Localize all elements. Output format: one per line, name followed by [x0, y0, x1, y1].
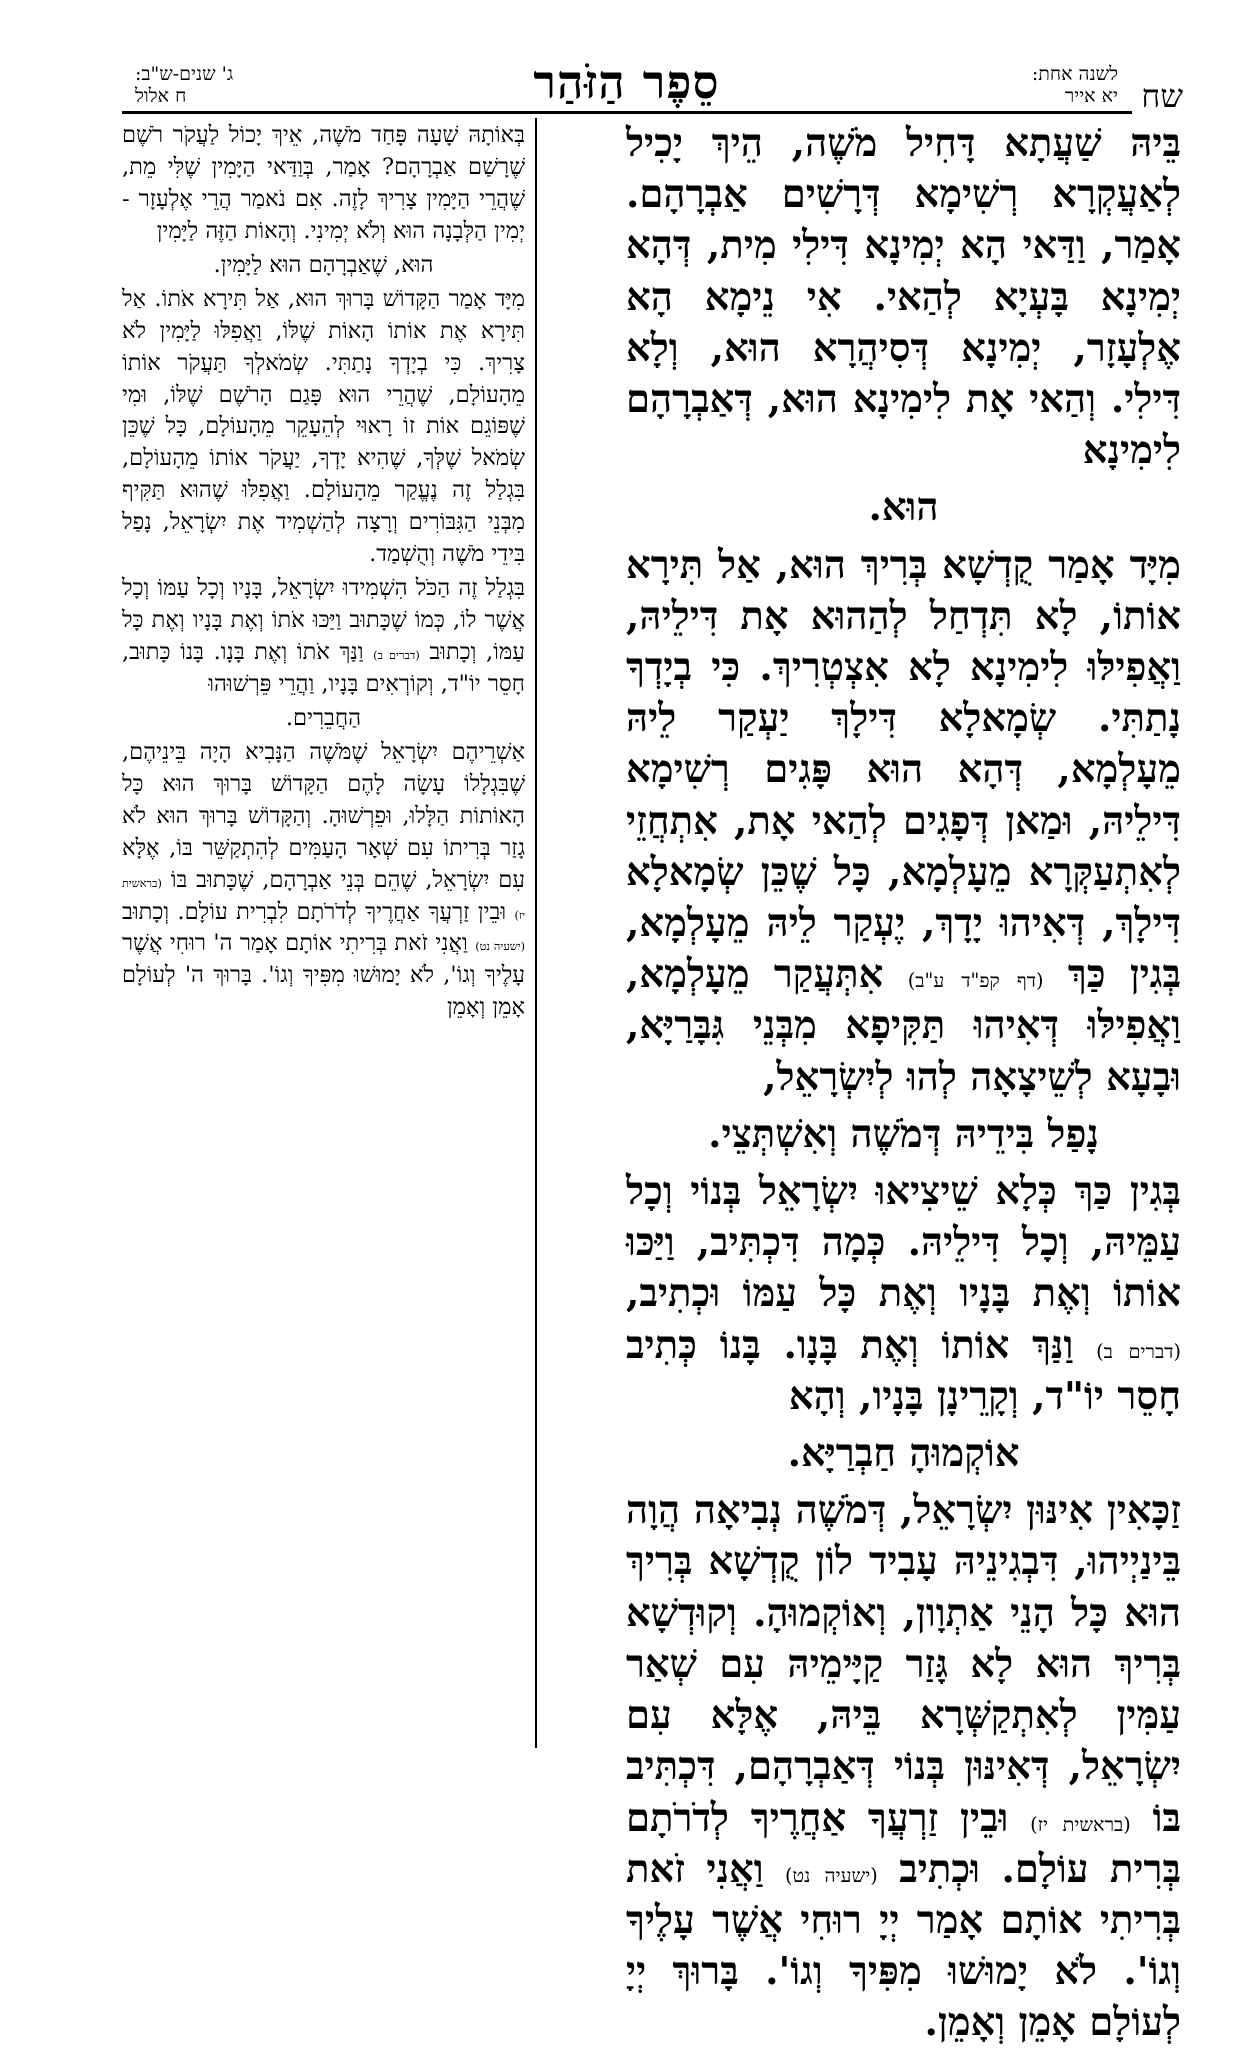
- side-paragraph-3-end: הַחֲבֵרִים.: [285, 704, 362, 731]
- main-paragraph-4: [626, 1485, 1181, 2048]
- schedule-three-years-date: ח אלול: [135, 84, 187, 107]
- side-p1-text: בְּאוֹתָהּ שָׁעָה פָּחַד מֹשֶׁה, אֵיךְ יָכוֹל לַעֲקֹר רֹשֶׁם שֶׁרָשַׁם אַבְרָהָם? אָמַר, בְּוַדַּאי הַיָּמִין שֶׁלִּי מֵת, שֶׁהֲרֵי הַיָּמִין צָרִיךְ לָזֶה. אִם נֹאמַר הֲרֵי אֶלְעָזָר - יְמִין הַלְּבָנָה הוּא וְלֹא יְמִינִי. וְהָאוֹת הַזֶּה לַיָּמִין: [122, 122, 525, 244]
- main-p2-page-ref: (דף קפ"ד ע"ב): [907, 969, 1044, 993]
- main-p3-text: בְּגִין כַּךְ כְּלָא שֵׁיצִיאוּ יִשְׂרָאֵל בְּנוֹי וְכָל עַמֵּיהּ, וְכָל דִּילֵיהּ. כְּמָה דִּכְתִּיב, וַיַּכּוּ אוֹתוֹ וְאֶת בָּנָיו וְאֶת כָּל עַמּוֹ וּכְתִיב,: [626, 1169, 1181, 1317]
- main-p2-continued: אִתְּעֲקַר מֵעָלְמָא, וַאֲפִילּוּ דְּאִיהוּ תַּקִּיפָא מִבְּנֵי גִּבָּרַיָּא, וּבָעָא לְשֵׁיצָאָה לְהוּ לְיִשְׂרָאֵל,: [626, 952, 1181, 1100]
- column-divider: [535, 118, 537, 1748]
- main-p4-source-ref-1: (בראשית יז): [1030, 1812, 1131, 1836]
- main-paragraph-3: [626, 1166, 1181, 1422]
- side-p3-continued: וַנַּךְ אֹתוֹ וְאֶת בָּנָו. בָּנוֹ כָּתוּב, חָסֵר יוֹ"ד, וְקוֹרְאִים בָּנָיו, וַהֲרֵי פֵּרְשׁוּהוּ: [122, 639, 525, 697]
- schedule-one-year-date: יא אייר: [1064, 84, 1118, 107]
- main-paragraph-2: [626, 540, 1181, 1103]
- side-p2-text: מִיָּד אָמַר הַקָּדוֹשׁ בָּרוּךְ הוּא, אַל תִּירָא אֹתוֹ. אַל תִּירָא אֶת אוֹתוֹ הָאוֹת שֶׁלּוֹ, וַאֲפִלּוּ לַיָּמִין לֹא צָרִיךְ. כִּי בְיָדְךָ נָתַתִּי. שְׂמֹאלְךָ תַּעֲקֹר אוֹתוֹ מֵהָעוֹלָם, שֶׁהֲרֵי הוּא פָּגַם הָרֹשֶׁם שֶׁלּוֹ, וּמִי שֶׁפּוֹגֵם אוֹת זוֹ רָאוּי לְהֵעָקֵר מֵהָעוֹלָם, כָּל שֶׁכֵּן שְׂמֹאל שֶׁלְּךָ, שֶׁהִיא יָדְךָ, יַעֲקֹר אוֹתוֹ מֵהָעוֹלָם, בִּגְלַל זֶה נֶעֱקַר מֵהָעוֹלָם. וַאֲפִלּוּ שֶׁהוּא תַּקִּיף מִבְּנֵי הַגִּבּוֹרִים וְרָצָה לְהַשְׁמִיד אֶת יִשְׂרָאֵל, נָפַל בִּידֵי מֹשֶׁה וְהֻשְׁמַד.: [122, 285, 525, 568]
- page-header: [0, 0, 1253, 115]
- main-p3-source-ref: (דברים ב): [1096, 1339, 1182, 1363]
- main-paragraph-1: [626, 118, 1181, 476]
- schedule-three-years-label: ג' שנים-ש"ב:: [135, 63, 234, 85]
- side-p4-continued-2: וַאֲנִי זֹאת בְּרִיתִי אוֹתָם אָמַר ה' רוּחִי אֲשֶׁר עָלֶיךָ וְגוֹ', לֹא יָמוּשׁוּ מִפִּיךָ וְגוֹ'. בָּרוּךְ ה' לְעוֹלָם אָמֵן וְאָמֵן: [122, 930, 525, 1021]
- side-paragraph-3: [122, 573, 525, 701]
- book-title: סֵפֶר הַזֹּהַר: [533, 55, 720, 109]
- side-p4-source-ref-1: (בראשית יז): [122, 876, 526, 922]
- main-p1-text: בֵּיהּ שַׁעֲתָא דָּחִיל מֹשֶׁה, הֵיךְ יָכִיל לְאַעֲקְרָא רְשִׁימָא דְּרָשִׁים אַבְרָהָם. אָמַר, וַדַּאי הָא יְמִינָא דִּילִי מִית, דְּהָא יְמִינָא בָּעְיָא לְהַאי. אִי נֵימָא הָא אֶלְעָזָר, יְמִינָא דְּסִיהֲרָא הוּא, וְלָא דִּילִי. וְהַאי אָת לִימִינָא הוּא, דְּאַבְרָהָם לִימִינָא: [626, 121, 1181, 474]
- aramaic-text-column: [626, 118, 1181, 2055]
- side-paragraph-1: [122, 120, 525, 248]
- main-paragraph-2-end: נָפַל בִּידֵיהּ דְּמֹשֶׁה וְאִשְׁתְּצֵי.: [708, 1111, 1099, 1157]
- daily-schedule-three-years: [135, 64, 233, 108]
- main-p4-continued-1: וּבֵין זַרְעֲךָ אַחֲרֶיךָ לְדֹרֹתָם בְּרִית עוֹלָם. וּכְתִיב: [626, 1795, 1181, 1892]
- hebrew-translation-column: [122, 120, 525, 1026]
- side-p3-text: בִּגְלַל זֶה הַכֹּל הִשְׁמִידוּ יִשְׂרָאֵל, בָּנָיו וְכָל עַמּוֹ וְכָל אֲשֶׁר לוֹ, כְּמוֹ שֶׁכָּתוּב וַיַּכּוּ אֹתוֹ וְאֶת בָּנָיו וְאֶת כָּל עַמּוֹ, וְכָתוּב: [122, 575, 526, 665]
- main-paragraph-3-end: אוֹקְמוּהָ חַבְרַיָּא.: [787, 1431, 1020, 1477]
- header-rule: [122, 111, 1132, 114]
- side-p4-continued-1: וּבֵין זַרְעֲךָ אַחֲרֶיךָ לְדֹרֹתָם לִבְרִית עוֹלָם. וְכָתוּב: [122, 898, 507, 925]
- main-p4-continued-2: וַאֲנִי זֹאת בְּרִיתִי אוֹתָם אָמַר יְיָ רוּחִי אֲשֶׁר עָלֶיךָ וְגוֹ'. לֹא יָמוּשׁוּ מִפִּיךָ וְגוֹ'. בָּרוּךְ יְיָ לְעוֹלָם אָמֵן וְאָמֵן.: [626, 1846, 1181, 2046]
- main-p3-continued: וַנַּךְ אוֹתוֹ וְאֶת בָּנָו. בָּנוֹ כְּתִיב חָסֵר יוֹ"ד, וְקָרֵינָן בָּנָיו, וְהָא: [626, 1322, 1181, 1419]
- page-number: שח: [1141, 77, 1183, 115]
- side-p4-source-ref-2: (ישעיה נט): [475, 940, 526, 954]
- main-p4-text: זַכָּאִין אִינּוּן יִשְׂרָאֵל, דְּמֹשֶׁה נְבִיאָה הֲוָה בֵּינַיְיהוּ, דִּבְגִינֵיהּ עָבִיד לוֹן קֻדְשָׁא בְּרִיךְ הוּא כָּל הָנֵי אַתְוָון, וְאוֹקְמוּהָ. וְקוּדְשָׁא בְּרִיךְ הוּא לָא גָּזַר קַיָּימֵיהּ עִם שְׁאַר עַמִּין לְאִתְקַשְּׁרָא בֵּיהּ, אֶלָּא עִם יִשְׂרָאֵל, דְּאִינּוּן בְּנוֹי דְּאַבְרָהָם, דִּכְתִּיב בּוֹ: [626, 1488, 1182, 1841]
- main-p2-text: מִיָּד אָמַר קֻדְשָׁא בְּרִיךְ הוּא, אַל תִּירָא אוֹתוֹ, לָא תִּדְחַל לְהַהוּא אָת דִּילֵיהּ, וַאֲפִילּוּ לִימִינָא לָא אִצְטְרִיךְ. כִּי בְיָדְךָ נָתַתִּי. שְׂמָאלָא דִּילָךְ יַעְקַר לֵיהּ מֵעָלְמָא, דְּהָא הוּא פָּגִים רְשִׁימָא דִּילֵיהּ, וּמַאן דְּפָגִים לְהַאי אָת, אִתְחֲזֵי לְאִתְעַקְּרָא מֵעָלְמָא, כָּל שֶׁכֵּן שְׂמָאלָא דִּילָךְ, דְּאִיהוּ יָדָךְ, יֶעְקַר לֵיהּ מֵעָלְמָא, בְּגִין כַּךְ: [626, 542, 1182, 998]
- side-paragraph-2: [122, 284, 525, 571]
- side-paragraph-1-end: הוּא, שֶׁאַבְרָהָם הוּא לַיָּמִין.: [213, 251, 434, 278]
- side-p4-text: אַשְׁרֵיהֶם יִשְׂרָאֵל שֶׁמֹּשֶׁה הַנָּבִיא הָיָה בֵּינֵיהֶם, שֶׁבִּגְלָלוֹ עָשָׂה לָהֶם הַקָּדוֹשׁ בָּרוּךְ הוּא כָּל הָאוֹתוֹת הַלָּלוּ, וּפֵרְשׁוּהָ. וְהַקָּדוֹשׁ בָּרוּךְ הוּא לֹא גָזַר בְּרִיתוֹ עִם שְׁאָר הָעַמִּים לְהִתְקַשֵּׁר בּוֹ, אֶלָּא עִם יִשְׂרָאֵל, שֶׁהֵם בְּנֵי אַבְרָהָם, שֶׁכָּתוּב בּוֹ: [122, 738, 526, 893]
- main-paragraph-1-end: הוּא.: [868, 485, 939, 531]
- schedule-one-year-label: לשנה אחת:: [1031, 63, 1118, 85]
- side-p3-source-ref: (דברים ב): [373, 649, 420, 662]
- main-p4-source-ref-2: (ישעיה נט): [785, 1863, 878, 1887]
- side-paragraph-4: [122, 737, 525, 1024]
